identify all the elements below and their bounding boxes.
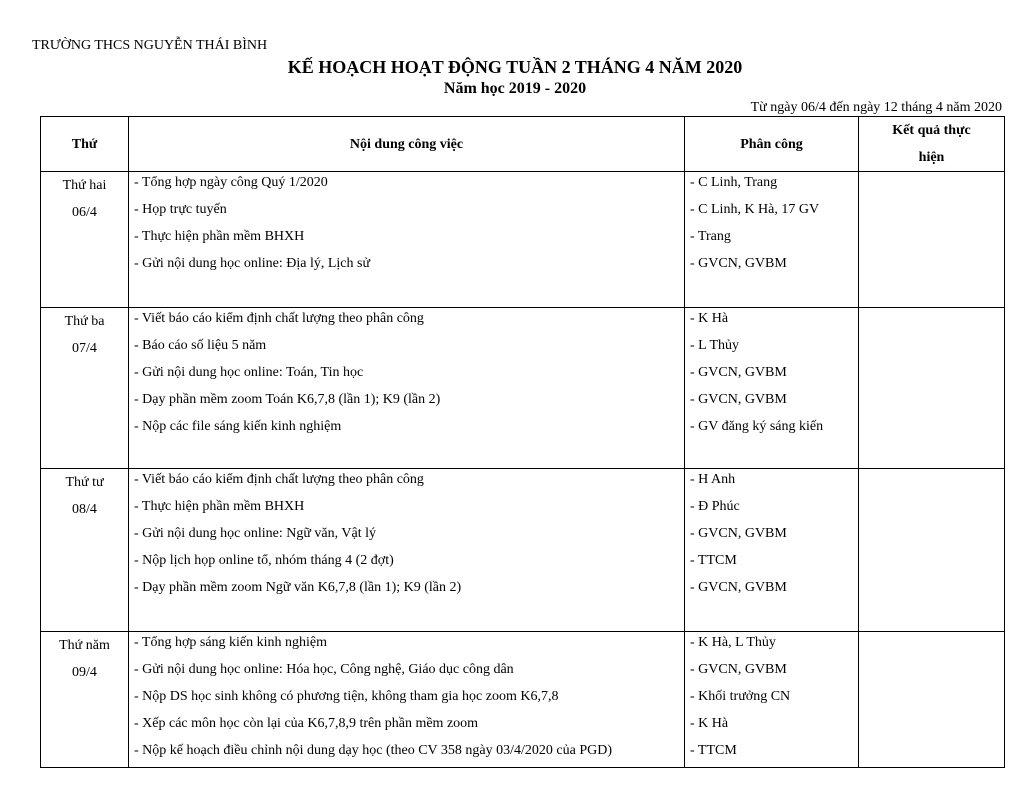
task-item: - Gửi nội dung học online: Hóa học, Công nghệ, Giáo dục công dân	[134, 662, 514, 677]
day-cell	[41, 632, 129, 768]
table-row	[41, 632, 1005, 768]
assignee-item: - Trang	[690, 229, 731, 244]
day-name: Thứ tư	[65, 475, 104, 490]
assignee-item: - TTCM	[690, 553, 737, 568]
day-date: 07/4	[72, 341, 97, 356]
table-header-row	[41, 117, 1005, 172]
task-item: - Thực hiện phần mềm BHXH	[134, 499, 305, 514]
result-cell	[859, 172, 1005, 308]
assignee-item: - GVCN, GVBM	[690, 365, 787, 380]
task-item: - Gửi nội dung học online: Toán, Tin học	[134, 365, 364, 380]
school-year: Năm học 2019 - 2020	[443, 80, 587, 97]
assignee-item: - GVCN, GVBM	[690, 526, 787, 541]
day-cell	[41, 308, 129, 469]
assignee-item: - GVCN, GVBM	[690, 662, 787, 677]
assignee-item: - Khối trưởng CN	[690, 689, 791, 704]
column-header-result-line-1: Kết quả thực	[892, 123, 971, 138]
assignee-item: - L Thủy	[690, 338, 739, 353]
table-row	[41, 172, 1005, 308]
assignee-item: - GVCN, GVBM	[690, 256, 787, 271]
assignees-cell	[685, 632, 859, 768]
day-cell	[41, 172, 129, 308]
column-header-result	[859, 117, 1005, 172]
task-item: - Viết báo cáo kiểm định chất lượng theo phân công	[134, 472, 424, 487]
day-date: 08/4	[72, 502, 97, 517]
assignee-item: - GVCN, GVBM	[690, 580, 787, 595]
assignee-item: - C Linh, Trang	[690, 175, 778, 190]
tasks-cell	[129, 632, 685, 768]
task-item: - Tổng hợp ngày công Quý 1/2020	[134, 175, 328, 190]
day-cell	[41, 469, 129, 632]
weekly-plan-table	[40, 116, 1005, 768]
result-cell	[859, 469, 1005, 632]
assignee-item: - GVCN, GVBM	[690, 392, 787, 407]
task-item: - Gửi nội dung học online: Ngữ văn, Vật lý	[134, 526, 376, 541]
day-date: 06/4	[72, 205, 97, 220]
task-item: - Dạy phần mềm zoom Ngữ văn K6,7,8 (lần 1); K9 (lần 2)	[134, 580, 462, 595]
tasks-cell	[129, 172, 685, 308]
task-item: - Nộp DS học sinh không có phương tiện, không tham gia học zoom K6,7,8	[134, 689, 559, 704]
task-item: - Nộp các file sáng kiến kinh nghiệm	[134, 419, 342, 434]
tasks-cell	[129, 469, 685, 632]
column-header-day: Thứ	[41, 117, 129, 172]
assignee-item: - K Hà	[690, 311, 729, 326]
column-header-content: Nội dung công việc	[129, 117, 685, 172]
task-item: - Nộp lịch họp online tổ, nhóm tháng 4 (2 đợt)	[134, 553, 394, 568]
assignees-cell	[685, 469, 859, 632]
task-item: - Xếp các môn học còn lại của K6,7,8,9 trên phần mềm zoom	[134, 716, 479, 731]
task-item: - Họp trực tuyến	[134, 202, 227, 217]
day-name: Thứ ba	[64, 314, 105, 329]
table-row	[41, 308, 1005, 469]
task-item: - Thực hiện phần mềm BHXH	[134, 229, 305, 244]
tasks-cell	[129, 308, 685, 469]
assignees-cell	[685, 308, 859, 469]
task-item: - Báo cáo số liệu 5 năm	[134, 338, 267, 353]
result-cell	[859, 308, 1005, 469]
day-name: Thứ hai	[62, 178, 107, 193]
date-range: Từ ngày 06/4 đến ngày 12 tháng 4 năm 2020	[750, 100, 1002, 115]
day-name: Thứ năm	[59, 638, 110, 653]
task-item: - Viết báo cáo kiểm định chất lượng theo phân công	[134, 311, 424, 326]
task-item: - Dạy phần mềm zoom Toán K6,7,8 (lần 1); K9 (lần 2)	[134, 392, 441, 407]
assignee-item: - K Hà	[690, 716, 729, 731]
assignee-item: - GV đăng ký sáng kiến	[690, 419, 824, 434]
assignee-item: - Đ Phúc	[690, 499, 740, 514]
assignee-item: - TTCM	[690, 743, 737, 758]
document-title: KẾ HOẠCH HOẠT ĐỘNG TUẦN 2 THÁNG 4 NĂM 2020	[287, 57, 743, 77]
task-item: - Gửi nội dung học online: Địa lý, Lịch sử	[134, 256, 371, 271]
table-row	[41, 469, 1005, 632]
column-header-result-line-2: hiện	[918, 150, 945, 165]
assignees-cell	[685, 172, 859, 308]
column-header-assign: Phân công	[685, 117, 859, 172]
day-date: 09/4	[72, 665, 97, 680]
task-item: - Nộp kế hoạch điều chỉnh nội dung dạy học (theo CV 358 ngày 03/4/2020 của PGD)	[134, 743, 612, 758]
task-item: - Tổng hợp sáng kiến kinh nghiệm	[134, 635, 328, 650]
school-name: TRƯỜNG THCS NGUYỄN THÁI BÌNH	[32, 38, 268, 53]
result-cell	[859, 632, 1005, 768]
assignee-item: - C Linh, K Hà, 17 GV	[690, 202, 820, 217]
assignee-item: - H Anh	[690, 472, 736, 487]
assignee-item: - K Hà, L Thủy	[690, 635, 776, 650]
